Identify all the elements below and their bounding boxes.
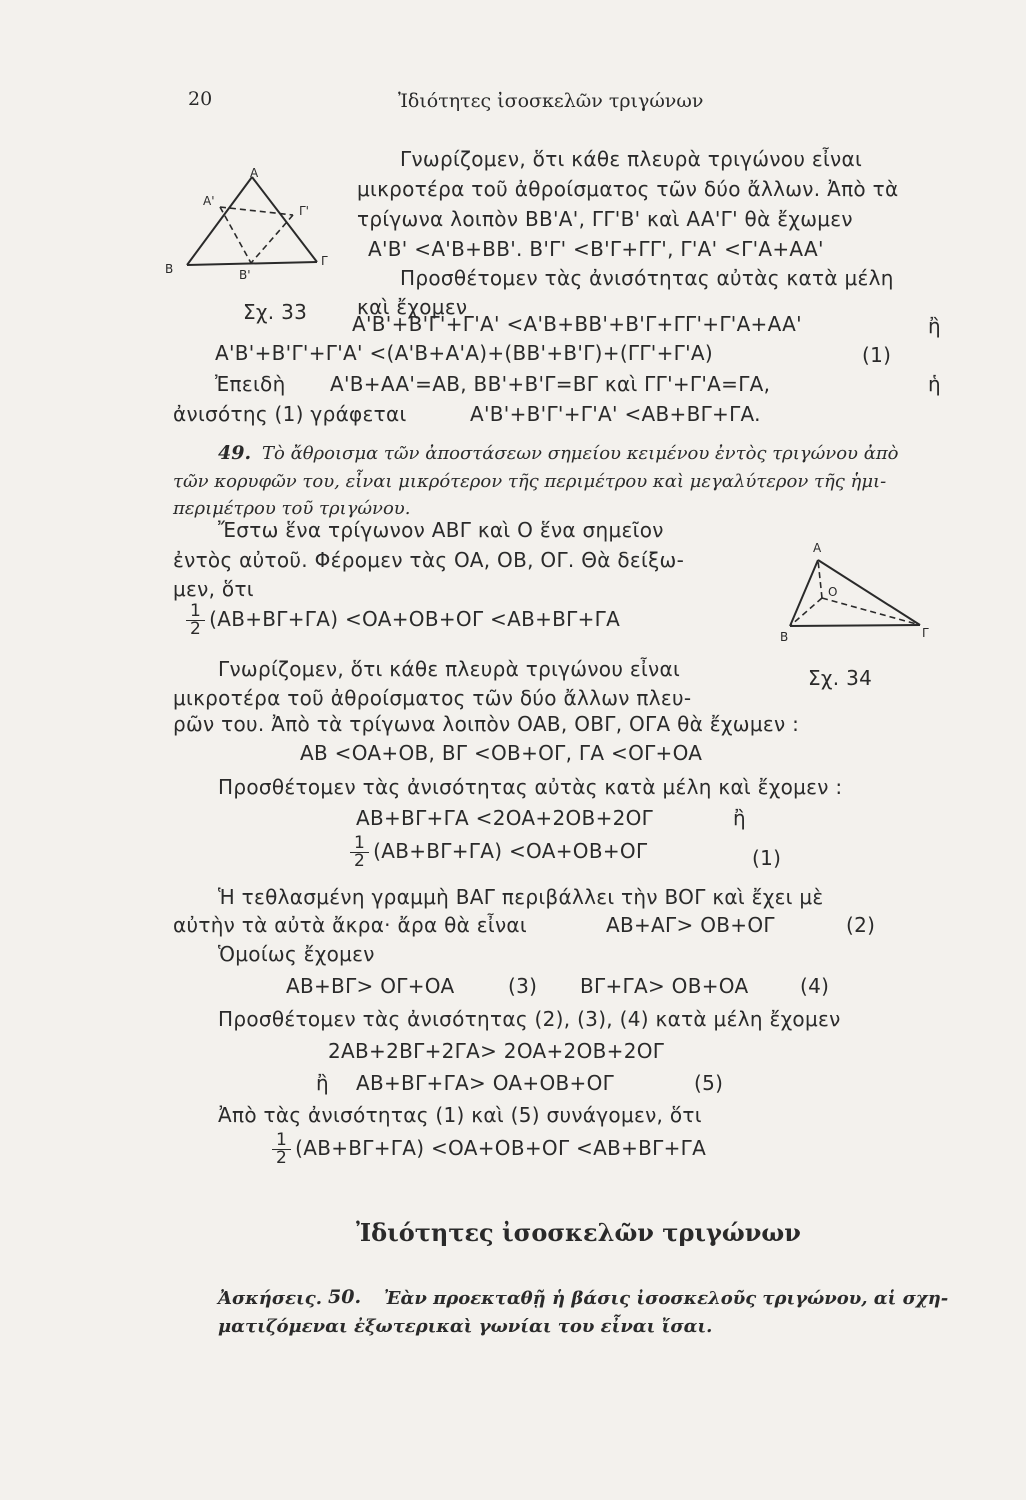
proof-line-19: Ἀπὸ τὰς ἀνισότητας (1) καὶ (5) συνάγομεν, ὅτι	[218, 1103, 702, 1127]
fig34-side-ba	[790, 560, 818, 626]
fraction-denominator: 2	[276, 1148, 288, 1168]
intro-line-10a: ἀνισότης (1) γράφεται	[173, 402, 407, 426]
proof-line-10: AB+BΓ+ΓA <2OA+2OB+2OΓ	[356, 806, 654, 830]
fig33-dash-a1g1	[220, 207, 293, 215]
proof-line-16: Προσθέτομεν τὰς ἀνισότητας (2), (3), (4) κατὰ μέλη ἔχομεν	[218, 1007, 841, 1031]
intro-line-9-end: ἡ	[928, 372, 941, 396]
fig33-side-ba	[187, 177, 252, 265]
proof-line-18b: AB+BΓ+ΓA> OA+OB+OΓ	[356, 1071, 615, 1095]
proof-line-14: Ὁμοίως ἔχομεν	[218, 942, 375, 966]
proof-line-4	[186, 603, 620, 638]
proof-line-18a: ἢ	[316, 1071, 329, 1095]
proof-line-4-text: (AB+BΓ+ΓA) <OA+OB+OΓ <AB+BΓ+ΓA	[209, 607, 621, 631]
fraction-numerator: 1	[350, 835, 369, 853]
intro-line-2: μικροτέρα τοῦ ἀθροίσματος τῶν δύο ἄλλων. Ἀπὸ τὰ	[357, 177, 899, 201]
fraction-denominator: 2	[190, 619, 202, 639]
proof-line-15b-tag: (4)	[800, 974, 830, 998]
intro-line-7-end: ἢ	[928, 314, 941, 338]
proof-line-11-text: (AB+BΓ+ΓA) <OA+OB+OΓ	[373, 839, 648, 863]
proof-line-11-tag: (1)	[752, 846, 782, 870]
proof-line-3: μεν, ὅτι	[173, 577, 254, 601]
intro-line-8-tag: (1)	[862, 343, 892, 367]
proof-line-13a: αὐτὴν τὰ αὐτὰ ἄκρα· ἄρα θὰ εἶναι	[173, 913, 527, 937]
proof-line-1: Ἔστω ἕνα τρίγωνον ABΓ καὶ O ἕνα σημεῖον	[218, 518, 664, 542]
fraction-numerator: 1	[272, 1132, 291, 1150]
proof-line-20-text: (AB+BΓ+ΓA) <OA+OB+OΓ <AB+BΓ+ΓA	[295, 1136, 707, 1160]
proof-line-17: 2AB+2BΓ+2ΓA> 2OA+2OB+2OΓ	[328, 1039, 665, 1063]
theorem-number: 49.	[218, 442, 252, 464]
fig34-label-a: A	[813, 541, 822, 555]
proof-line-6: μικροτέρα τοῦ ἀθροίσματος τῶν δύο ἄλλων πλευ-	[173, 686, 692, 710]
theorem-line-2: τῶν κορυφῶν του, εἶναι μικρότερον τῆς περιμέτρου καὶ μεγαλύτερον τῆς ἡμι-	[173, 471, 887, 492]
fig34-label-b: B	[780, 630, 789, 643]
proof-line-12: Ἡ τεθλασμένη γραμμὴ BAΓ περιβάλλει τὴν BOΓ καὶ ἔχει μὲ	[218, 885, 824, 909]
proof-line-13b: AB+AΓ> OB+OΓ	[606, 913, 775, 937]
intro-line-6: καὶ ἔχομεν	[357, 295, 468, 319]
theorem-line-3: περιμέτρου τοῦ τριγώνου.	[173, 498, 411, 519]
proof-line-11	[350, 835, 647, 870]
intro-line-9a: Ἐπειδὴ	[215, 372, 286, 396]
fig33-label-a1: A'	[203, 194, 215, 208]
intro-line-1: Γνωρίζομεν, ὅτι κάθε πλευρὰ τριγώνου εἶναι	[400, 147, 863, 171]
proof-line-15a-tag: (3)	[508, 974, 538, 998]
figure-34	[768, 538, 938, 643]
intro-line-10b: A'B'+B'Γ'+Γ'A' <AB+BΓ+ΓA.	[470, 402, 761, 426]
proof-line-7: ρῶν του. Ἀπὸ τὰ τρίγωνα λοιπὸν OAB, OBΓ, OΓA θὰ ἔχωμεν :	[173, 712, 800, 736]
fig33-label-b: B	[165, 262, 174, 276]
theorem-line-1: Τὸ ἄθροισμα τῶν ἀποστάσεων σημείου κειμένου ἐντὸς τριγώνου ἀπὸ	[262, 443, 899, 464]
exercises-label: Ἀσκήσεις.	[218, 1288, 322, 1309]
proof-line-9: Προσθέτομεν τὰς ἀνισότητας αὐτὰς κατὰ μέλη καὶ ἔχομεν :	[218, 775, 843, 799]
fraction-numerator: 1	[186, 603, 205, 621]
page-number: 20	[188, 88, 213, 110]
proof-line-15b: BΓ+ΓA> OB+OA	[580, 974, 749, 998]
intro-line-8: A'B'+B'Γ'+Γ'A' <(A'B+A'A)+(BB'+B'Γ)+(ΓΓ'+Γ'A)	[215, 341, 713, 365]
intro-line-7: A'B'+B'Γ'+Γ'A' <A'B+BB'+B'Γ+ΓΓ'+Γ'A+AA'	[352, 312, 802, 336]
intro-line-3: τρίγωνα λοιπὸν BB'A', ΓΓ'B' καὶ AA'Γ' θὰ ἔχωμεν	[357, 207, 853, 231]
fig34-dash-ob	[790, 598, 822, 626]
proof-line-8: AB <OA+OB, BΓ <OB+OΓ, ΓA <OΓ+OA	[300, 741, 703, 765]
fig33-label-b1: B'	[239, 268, 251, 280]
fig33-label-g: Γ	[321, 254, 328, 268]
proof-line-18-tag: (5)	[694, 1071, 724, 1095]
half-fraction	[186, 603, 205, 638]
proof-line-13-tag: (2)	[846, 913, 876, 937]
fig34-dash-oa	[818, 560, 822, 598]
fig34-caption: Σχ. 34	[808, 666, 873, 690]
fig34-side-bg	[790, 625, 920, 626]
intro-line-9b: A'B+AA'=AB, BB'+B'Γ=BΓ καὶ ΓΓ'+Γ'A=ΓA,	[330, 372, 771, 396]
fig33-caption: Σχ. 33	[243, 300, 308, 324]
fig34-label-o: O	[828, 585, 838, 599]
fig34-label-g: Γ	[922, 626, 929, 640]
exercise-number: 50.	[328, 1286, 362, 1308]
intro-line-5: Προσθέτομεν τὰς ἀνισότητας αὐτὰς κατὰ μέλη	[400, 266, 894, 290]
proof-line-10-end: ἢ	[733, 806, 746, 830]
fig33-label-a: A	[250, 166, 259, 180]
running-header: Ἰδιότητες ἰσοσκελῶν τριγώνων	[398, 90, 704, 112]
half-fraction	[350, 835, 369, 870]
proof-line-2: ἐντὸς αὐτοῦ. Φέρομεν τὰς OA, OB, OΓ. Θὰ δείξω-	[173, 548, 685, 572]
proof-line-15a: AB+BΓ> OΓ+OA	[286, 974, 455, 998]
fig33-side-ag	[252, 177, 317, 262]
fig33-label-g1: Γ'	[299, 204, 309, 218]
fig34-dash-og	[822, 598, 920, 625]
exercise-line-1: Ἐὰν προεκταθῇ ἡ βάσις ἰσοσκελοῦς τριγώνου, αἱ σχη-	[384, 1288, 949, 1309]
half-fraction	[272, 1132, 291, 1167]
figure-33	[165, 165, 340, 280]
fraction-denominator: 2	[354, 851, 366, 871]
proof-line-5: Γνωρίζομεν, ὅτι κάθε πλευρὰ τριγώνου εἶναι	[218, 657, 681, 681]
intro-line-4: A'B' <A'B+BB'. B'Γ' <B'Γ+ΓΓ', Γ'A' <Γ'A+AA'	[368, 237, 824, 261]
exercise-line-2: ματιζόμεναι ἐξωτερικαὶ γωνίαι του εἶναι ἴσαι.	[218, 1316, 713, 1337]
proof-line-20	[272, 1132, 706, 1167]
section-heading: Ἰδιότητες ἰσοσκελῶν τριγώνων	[356, 1218, 801, 1247]
